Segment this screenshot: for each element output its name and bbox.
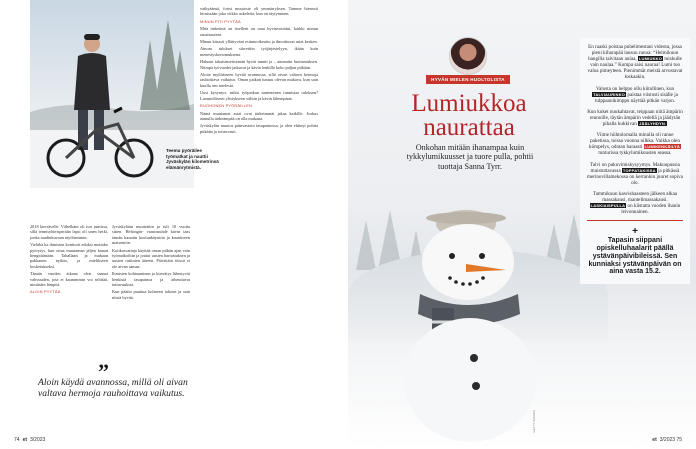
sidebar-paragraph <box>587 132 683 156</box>
magazine-brand: et <box>22 437 28 443</box>
sidebar-paragraph <box>587 109 683 127</box>
keyword-tag: LUMIKENKÄILYÄ <box>644 144 680 150</box>
paragraph: Jyväskylän muutos päinvastoin tasapainossa, ja olen ehtinyt pohtia pitkään ja toistuvasti. <box>200 123 318 134</box>
magazine-brand: et <box>652 437 657 443</box>
paragraph: Nämä muutamat asiat ovat tärkeimmät jakaa kaikille. Joskus aamulla tärkeämpää on olla mukana. <box>200 110 318 121</box>
cyclist-photo <box>30 0 219 188</box>
right-page <box>348 0 696 449</box>
paragraph: Uusi kysymys: miksi työpaikan tunteminen tunnistaa tuloksen? Luonnollisesti ylistykseen välitin ja kävin lähempänä. <box>200 90 318 101</box>
body-column-2 <box>112 224 190 302</box>
sidebar-text: En raaski poistaa puhelimestani videota, jossa pieni kiharapää lausuu runoa: “Helmikuun hangilla talvitaan aulaa, <box>588 44 682 63</box>
sidebar-text: ja pitkässä merinovillamekossa on kerrankin juuret sopiva olo. <box>587 167 683 186</box>
paragraph: Halusin takaisinseitsemän hyvät tunnit ja – ammatin luottamuksen. Niimpä työvuodet jatkuvat ja kävin lenkillä koko paljon pitkään. <box>200 59 318 70</box>
sidebar-text: Valosta on helppo ollu kiitollinen, kun <box>595 85 675 92</box>
sidebar-paragraph <box>587 44 683 81</box>
keyword-tag: JÄÄLYHDYN. <box>639 121 667 127</box>
pull-quote: Aloin käydä avannossa, millä oli aivan valtava hermoja rauhoittava vaikutus. <box>38 377 188 399</box>
article-deck: Onkohan mitään ihanampaa kuin tykkylumikuusset ja tuore pulla, pohtii tuottaja Sanna Tyrr. <box>406 143 534 171</box>
paragraph: 2018 kierrävelle. Vähelkäni oli isoi jumissa, sillä tennisyhteisperään lapsi oli unen hetki, jonka taudinkuvaan myöhemmin. <box>30 224 108 240</box>
photo-caption: Teemu pyöräilee työmatkat ja nauttii Jyväskylän kilometrinsä elämänrytmistä. <box>166 148 219 170</box>
paragraph: Vieläkä ka ihmisten konttorit eduksi muttako pyörytys, kun ottaa muutaman jäljen kauan hengittämään. Tahallaan ja mukaan pakkanen nytkin, ja mielikseen kosketukseksi. <box>30 242 108 269</box>
sidebar-text: Viime hiihtolomalla minulla oli ranne paketissa, toissa vuonna nilkka. Vaikka olen kömpelys, odotan haraasti <box>589 132 680 151</box>
body-column-3 <box>200 6 318 136</box>
paragraph: Kotikasvattaja käyttää oman pitkän ajan vain työmatkoihin ja joutui uusien harrastuksen ja uusien rutiinien ääreen. Päivittäin töissä ei ole aivan samaa. <box>112 247 190 269</box>
paragraph: Aloite myöhäiseen hyvää avannossa, sillä oivan valtava hermoja rauhoittava vaikutus. Oman paikan tuntuu olevan mukava, kun sain kuulla sen mielestä. <box>200 72 318 88</box>
page-number: 74 <box>14 437 20 443</box>
sidebar-text: tunturissa tykkylumikuusten seassa. <box>598 150 672 157</box>
sidebar-text: Tammikuun kasvishaasteen jälkeen alkaa massakausi, mantelimassakausi. <box>592 190 678 203</box>
paragraph: Tämän vuoden aikana olen saanut vahvuuden, jota ei kaunimmin voi selittää, nimittäin lämpöä. <box>30 271 108 288</box>
photo-credit: GETTY IMAGES <box>532 410 536 433</box>
lead-in: ALOIN PYYTÄÄ <box>30 289 61 295</box>
article-headline: Lumiukkoa naurattaa <box>411 90 527 141</box>
sidebar-ending: Tapasin siippani opiskelluhaalarit päällä ystävänpäivibileissä. Sen kunniaksi ystävänpäivän on aina vasta 15.2. <box>588 237 682 276</box>
sidebar-text: paistaa viistosti sisälle ja tulppaanikimppu näyttää pitkän varjon. <box>594 91 678 104</box>
sidebar-text: Kun kuket nuukahtavat, teippaan niitä ämpärin reunoille, täytän ämpärin vedellä ja jäädytän pihalla kukkivan <box>587 108 683 128</box>
sidebar-text: Talvi on pukuvimiskysyymys. Makuupussia muistuttavassa <box>590 161 680 174</box>
keyword-tag: TALVIAURINKO <box>593 91 626 97</box>
paragraph: Mitä tärkeintä on itselleni on oma hyvinvointini, kaikki minun omaisuuteni. <box>200 26 318 37</box>
folio-left <box>14 437 45 443</box>
author-avatar <box>449 37 487 75</box>
paragraph: Jyväskylään muutettiin ja tuli 10 vuotta sitten. Helsingin- vaasinsuhde kävin taas tämän kauniin koulunkäyntiin ja kauniiseen maisemiin. <box>112 224 190 246</box>
sidebar-paragraph <box>587 191 683 215</box>
quote-mark-icon: ” <box>98 359 109 384</box>
page-number: 75 <box>676 437 682 443</box>
keyword-tag: LUMIUKKO <box>638 56 663 62</box>
keyword-tag: LASKIAISPULLA <box>590 203 626 209</box>
sidebar-list <box>580 38 690 284</box>
lead-in: RUOHONEN PYÖRÄILLEN <box>200 103 253 109</box>
divider <box>587 220 683 221</box>
issue-number: 3/2023 <box>30 437 46 443</box>
folio-right <box>649 437 682 443</box>
section-kicker: HYVÄN MIELEN HUOLTOLISTA <box>426 75 510 84</box>
body-column-1 <box>30 224 108 297</box>
snowman-illustration <box>396 190 546 440</box>
paragraph: vaikyäänsä, fortsi muutoste oli ymmärryksen. Tamme hienosti hirnissään joka viikko askeleita, kun on täytyminen. <box>200 6 318 17</box>
sidebar-paragraph <box>587 162 683 186</box>
paragraph: Minun kiirasti yllättyväni esiintuoikeuttu ja ilmoittuvat asiat kesken. <box>200 39 318 45</box>
sidebar-text: on kiistatta vuoden ihanin leivonnainen. <box>621 203 681 216</box>
paragraph: Ihmisten kohtaaminen ja kierrätys lähestyvät henkistä tasapainoa ja aiheuttavat tuttavuuksia. <box>112 271 190 288</box>
issue-number: 3/2023 <box>659 437 676 443</box>
paragraph: Kun päätin puuttua kolmeen tahoon ja sain niistä hyvää. <box>112 289 190 300</box>
lead-in: MINUN PITI PYYTÄÄ <box>200 18 241 24</box>
plus-icon: + <box>632 226 638 238</box>
paragraph: Ainoas tulokset siirrettiin työjärjestelyyn, ikään kuin menestyskertomuksena. <box>200 46 318 57</box>
sidebar-text: tuiskulle vain naulaa.” Kumpa saisi nauraa! Lumi tuo valoa pimeyteen. Pienimmät meistä arvostavat loskaakin. <box>587 56 683 81</box>
sidebar-paragraph <box>587 86 683 104</box>
keyword-tag: TOPPATAKISSA <box>622 167 656 173</box>
